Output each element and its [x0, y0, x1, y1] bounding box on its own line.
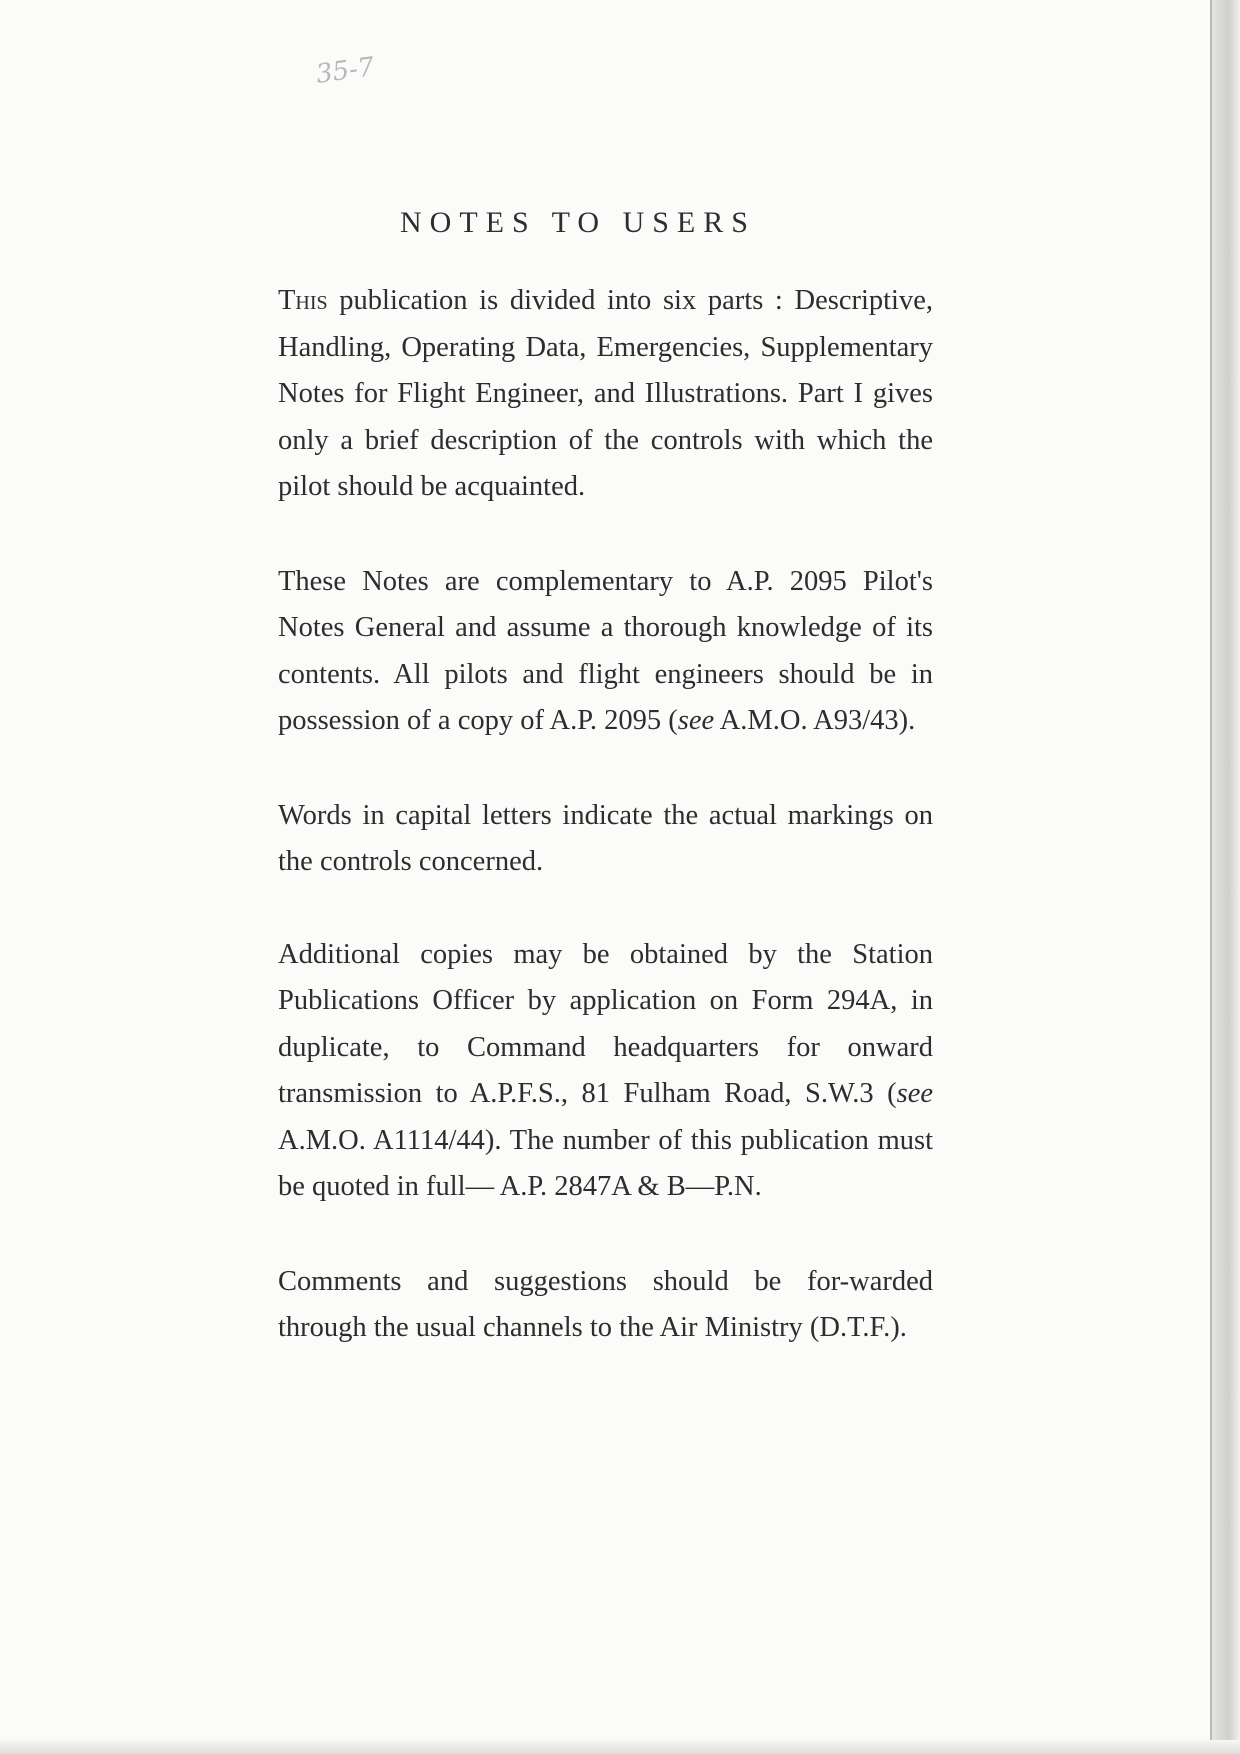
handwritten-note: 35-7 [314, 52, 377, 90]
paragraph-additional-copies [278, 932, 933, 1211]
paragraph-lead-word: This [278, 285, 328, 316]
page-title: NOTES TO USERS [400, 206, 756, 239]
page-bottom-edge [0, 1740, 1240, 1754]
paragraph-capital-letters [278, 793, 933, 886]
paragraph-text: A.M.O. A1114/44). The number of this publication must be quoted in full— A.P. 2847A & B—P.N. [278, 1124, 933, 1202]
paragraph-complementary-notes [278, 559, 933, 745]
see-reference: see [896, 1078, 933, 1109]
notes-body [278, 278, 933, 1400]
paragraph-parts-overview [278, 278, 933, 511]
paragraph-text: A.M.O. A93/43). [714, 705, 916, 736]
paragraph-text: Words in capital letters indicate the actual markings on the controls concerned. [278, 799, 933, 877]
paragraph-text: publication is divided into six parts : Descriptive, Handling, Operating Data, Emergencies, Supplementary Notes for Flight Engineer, and Illustrations. Part I gives only a brief description of the controls with which the pilot should be acquainted. [278, 285, 933, 502]
paragraph-text: These Notes are complementary to A.P. 2095 Pilot's Notes General and assume a thorough knowledge of its contents. All pilots and flight engineers should be in possession of a copy of A.P. 2095 ( [278, 565, 933, 736]
paragraph-comments [278, 1259, 933, 1352]
see-reference: see [677, 705, 715, 736]
paragraph-text: Additional copies may be obtained by the Station Publications Officer by application on Form 294A, in duplicate, to Command headquarters for onward transmission to A.P.F.S., 81 Fulham Road, S.W.3 ( [278, 938, 933, 1109]
page-edge-shadow [1210, 0, 1240, 1754]
paragraph-text: Comments and suggestions should be for-warded through the usual channels to the Air Ministry (D.T.F.). [278, 1265, 933, 1343]
